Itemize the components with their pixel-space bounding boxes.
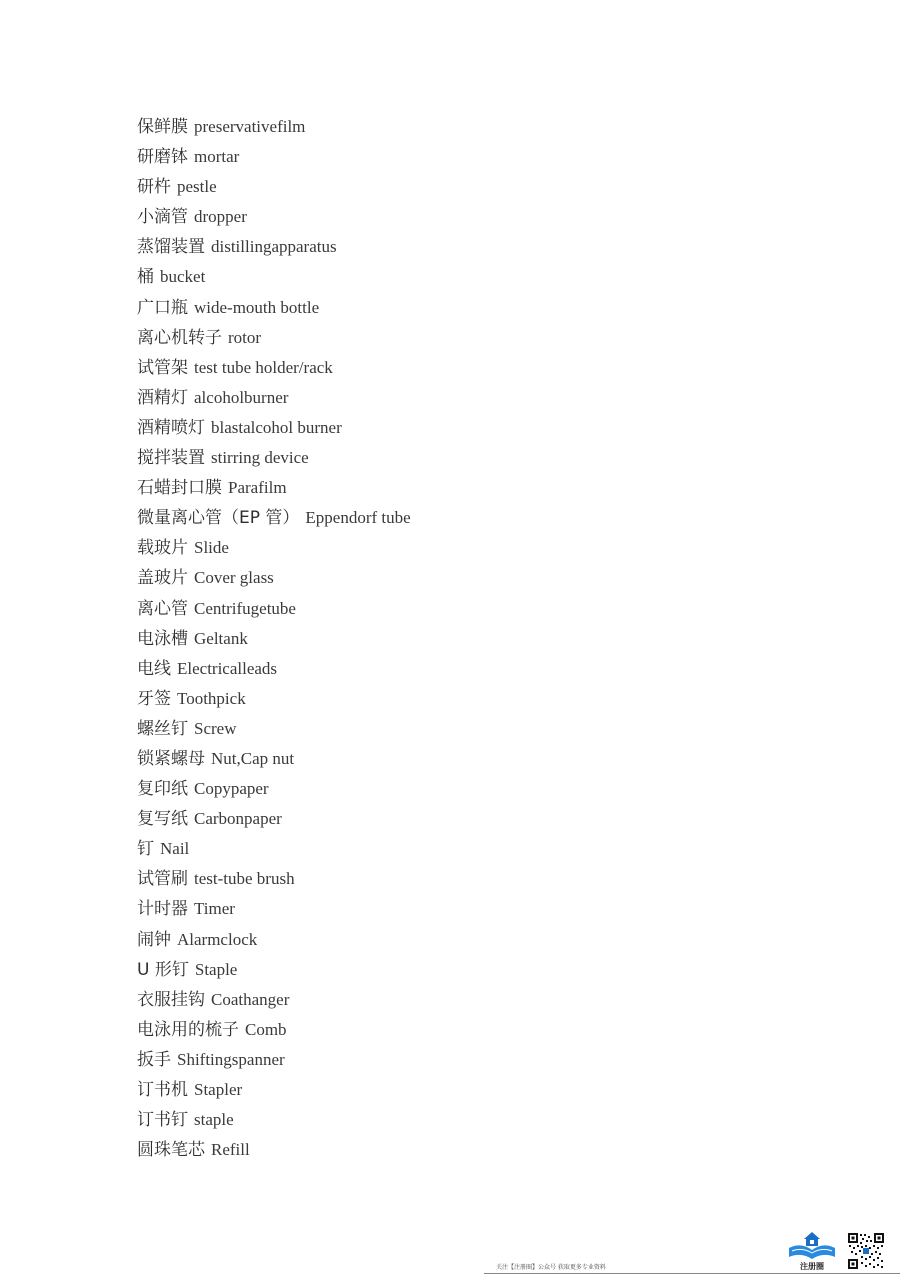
term-chinese: 盖玻片: [137, 568, 188, 589]
term-english: Nail: [160, 839, 190, 859]
glossary-entry: [137, 293, 411, 323]
term-chinese: 酒精灯: [137, 387, 188, 408]
term-chinese: 载玻片: [137, 538, 188, 559]
glossary-entry: [137, 383, 411, 413]
glossary-entry: [137, 714, 411, 744]
term-chinese: U 形钉: [137, 959, 189, 980]
term-english: test-tube brush: [194, 869, 295, 889]
term-english: test tube holder/rack: [194, 357, 333, 377]
term-chinese: 计时器: [137, 899, 188, 920]
glossary-entry: [137, 1135, 411, 1165]
term-english: blastalcohol burner: [211, 417, 342, 437]
term-chinese: 研杵: [137, 177, 171, 198]
term-chinese: 试管架: [137, 357, 188, 378]
glossary-entry: [137, 232, 411, 262]
glossary-list: [137, 112, 411, 1165]
term-chinese: 电线: [137, 658, 171, 679]
term-chinese: 订书钉: [137, 1110, 188, 1131]
term-chinese: 螺丝钉: [137, 718, 188, 739]
qr-code-icon: [847, 1232, 885, 1270]
glossary-entry: [137, 443, 411, 473]
term-english: dropper: [194, 207, 247, 227]
term-chinese: 蒸馏装置: [137, 237, 205, 258]
footer-divider: [484, 1273, 900, 1274]
term-english: Coathanger: [211, 989, 290, 1009]
term-english: Nut,Cap nut: [211, 748, 295, 768]
term-chinese: 广口瓶: [137, 297, 188, 318]
term-chinese: 复写纸: [137, 809, 188, 830]
glossary-entry: [137, 624, 411, 654]
term-english: Screw: [194, 718, 237, 738]
term-english: rotor: [228, 327, 262, 347]
glossary-entry: [137, 834, 411, 864]
term-english: Stapler: [194, 1080, 243, 1099]
glossary-entry: [137, 864, 411, 894]
logo-text: 注册圈: [800, 1262, 824, 1271]
term-chinese: 闹钟: [137, 929, 171, 950]
glossary-entry: [137, 473, 411, 503]
term-chinese: 微量离心管（EP 管）: [137, 508, 300, 529]
term-english: Electricalleads: [177, 658, 278, 678]
term-english: pestle: [177, 177, 217, 197]
term-english: staple: [194, 1110, 234, 1130]
term-english: Refill: [211, 1140, 250, 1160]
term-chinese: 复印纸: [137, 779, 188, 800]
term-english: Copypaper: [194, 779, 269, 799]
glossary-entry: [137, 1105, 411, 1135]
term-english: Eppendorf tube: [305, 508, 411, 528]
glossary-entry: [137, 353, 411, 383]
logo-book-house-icon: [787, 1230, 837, 1262]
term-chinese: 衣服挂钩: [137, 989, 205, 1010]
glossary-entry: [137, 262, 411, 292]
term-chinese: 桶: [137, 267, 154, 288]
term-chinese: 保鲜膜: [137, 117, 188, 137]
glossary-entry: [137, 774, 411, 804]
glossary-entry: [137, 1075, 411, 1105]
glossary-entry: [137, 744, 411, 774]
glossary-entry: [137, 955, 411, 985]
term-english: stirring device: [211, 448, 309, 468]
glossary-entry: [137, 533, 411, 563]
glossary-entry: [137, 684, 411, 714]
term-chinese: 圆珠笔芯: [137, 1140, 205, 1161]
term-chinese: 锁紧螺母: [137, 748, 205, 769]
term-english: Carbonpaper: [194, 809, 282, 829]
term-chinese: 搅拌装置: [137, 448, 205, 469]
term-chinese: 离心机转子: [137, 327, 222, 348]
glossary-entry: [137, 894, 411, 924]
term-chinese: 酒精喷灯: [137, 417, 205, 438]
glossary-entry: [137, 804, 411, 834]
term-english: Cover glass: [194, 568, 274, 588]
footer-text: 关注【注册圈】公众号 获取更多专业资料: [496, 1264, 606, 1271]
term-chinese: 订书机: [137, 1080, 188, 1100]
glossary-entry: [137, 985, 411, 1015]
term-english: Timer: [194, 899, 235, 919]
term-english: Slide: [194, 538, 229, 558]
glossary-entry: [137, 112, 411, 142]
glossary-entry: [137, 323, 411, 353]
term-english: Alarmclock: [177, 929, 258, 949]
term-chinese: 牙签: [137, 688, 171, 709]
term-english: Comb: [245, 1019, 287, 1039]
term-chinese: 试管刷: [137, 869, 188, 890]
glossary-entry: [137, 1045, 411, 1075]
glossary-entry: [137, 594, 411, 624]
glossary-entry: [137, 172, 411, 202]
glossary-entry: [137, 654, 411, 684]
term-chinese: 扳手: [137, 1049, 171, 1070]
term-english: Toothpick: [177, 688, 246, 708]
term-chinese: 研磨钵: [137, 147, 188, 168]
term-english: Parafilm: [228, 478, 287, 498]
term-chinese: 离心管: [137, 598, 188, 619]
term-english: mortar: [194, 147, 240, 167]
glossary-entry: [137, 503, 411, 533]
glossary-entry: [137, 1015, 411, 1045]
term-english: alcoholburner: [194, 387, 289, 407]
glossary-entry: [137, 413, 411, 443]
glossary-entry: [137, 563, 411, 593]
term-chinese: 钉: [137, 839, 154, 860]
glossary-entry: [137, 142, 411, 172]
term-english: Staple: [194, 959, 238, 979]
term-english: distillingapparatus: [211, 237, 337, 257]
term-english: Centrifugetube: [194, 598, 296, 618]
glossary-entry: [137, 202, 411, 232]
term-english: preservativefilm: [194, 117, 306, 136]
term-chinese: 电泳槽: [137, 628, 188, 649]
logo: [787, 1230, 837, 1272]
term-chinese: 电泳用的梳子: [137, 1019, 239, 1040]
term-english: bucket: [160, 267, 206, 287]
glossary-entry: [137, 925, 411, 955]
term-english: Shiftingspanner: [177, 1049, 285, 1069]
term-english: wide-mouth bottle: [194, 297, 320, 317]
term-english: Geltank: [194, 628, 248, 648]
term-chinese: 小滴管: [137, 207, 188, 228]
term-chinese: 石蜡封口膜: [137, 478, 222, 499]
